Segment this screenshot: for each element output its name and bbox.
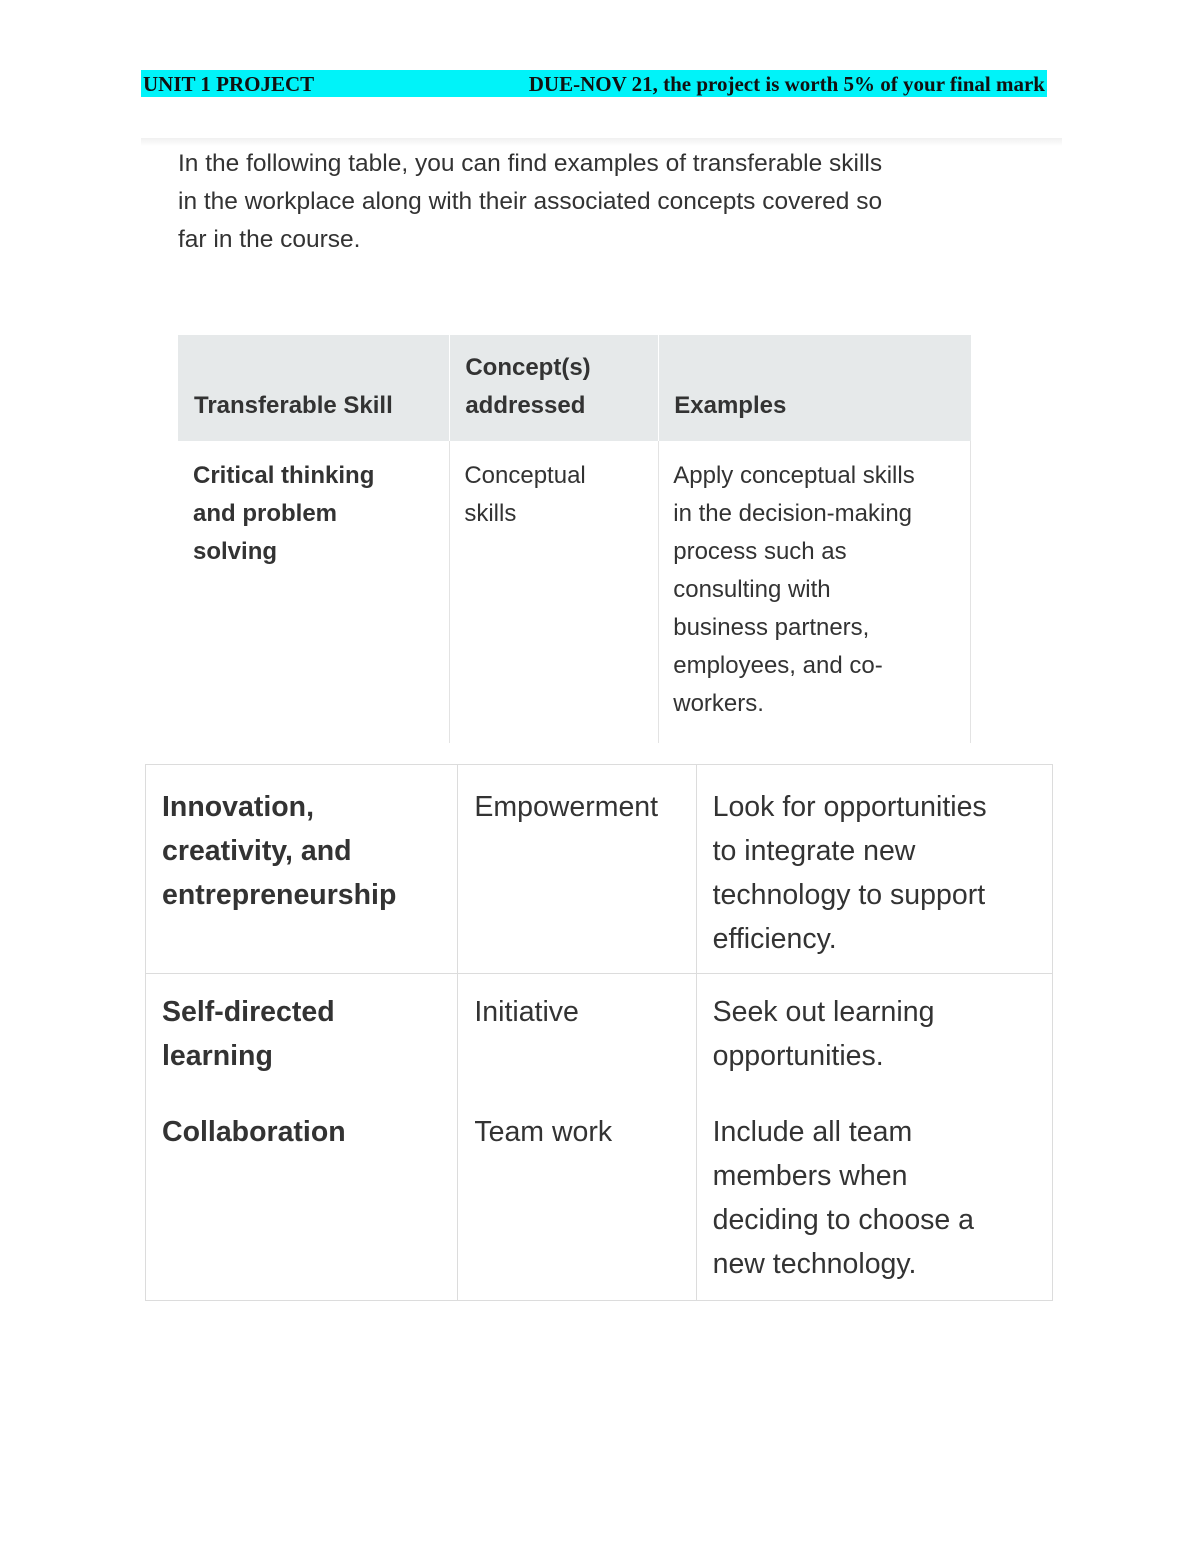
cell-line: Collaboration: [162, 1116, 346, 1148]
cell-line: opportunities.: [712, 1040, 884, 1072]
cell-line: Initiative: [474, 996, 579, 1028]
skills-table-bottom: [145, 764, 1053, 1301]
cell-line: Innovation,: [162, 791, 314, 823]
header-line: addressed: [465, 392, 586, 419]
cell-line: Conceptual: [464, 462, 586, 489]
cell-line: skills: [464, 500, 517, 527]
cell-line: solving: [193, 538, 278, 565]
cell-line: process such as: [673, 538, 847, 565]
concept-cell: [450, 441, 659, 743]
cell-line: entrepreneurship: [162, 879, 397, 911]
cell-line: Include all team: [712, 1116, 913, 1148]
column-header-skill: [178, 335, 450, 441]
cell-line: and problem: [193, 500, 338, 527]
skills-table-top: [178, 335, 971, 743]
skill-cell: [178, 441, 450, 743]
cell-line: technology to support: [712, 879, 986, 911]
cell-line: deciding to choose a: [712, 1204, 975, 1236]
cell-line: Look for opportunities: [712, 791, 987, 823]
header-bar: [141, 70, 1047, 97]
spacer: [474, 1078, 681, 1110]
spacer: [162, 1078, 443, 1110]
column-header-examples: [659, 335, 971, 441]
cell-line: new technology.: [712, 1248, 917, 1280]
concept-cell: [458, 765, 696, 974]
table-row: [146, 765, 1053, 974]
cell-line: to integrate new: [712, 835, 916, 867]
table-row: [178, 441, 971, 743]
due-date-note: DUE-NOV 21, the project is worth 5% of your final mark: [528, 72, 1045, 96]
cell-line: consulting with: [673, 576, 831, 603]
cell-line: Critical thinking: [193, 462, 375, 489]
cell-line: Apply conceptual skills: [673, 462, 915, 489]
header-line: Examples: [674, 392, 787, 419]
header-line: Concept(s): [465, 354, 591, 381]
cell-line: Empowerment: [474, 791, 659, 823]
example-cell: [659, 441, 971, 743]
example-cell: [696, 974, 1052, 1301]
cell-line: Self-directed: [162, 996, 335, 1028]
table-row: [146, 974, 1053, 1301]
cell-line: Team work: [474, 1116, 613, 1148]
spacer: [474, 1034, 681, 1078]
cell-line: members when: [712, 1160, 908, 1192]
intro-line: in the workplace along with their associated concepts covered so: [178, 188, 883, 215]
table-header-row: [178, 335, 971, 441]
cell-line: in the decision-making: [673, 500, 913, 527]
column-header-concepts: [450, 335, 659, 441]
skill-cell: [146, 974, 458, 1301]
cell-line: efficiency.: [712, 923, 837, 955]
unit-title: UNIT 1 PROJECT: [143, 72, 315, 96]
cell-line: employees, and co-: [673, 652, 883, 679]
cell-line: creativity, and: [162, 835, 352, 867]
skill-cell: [146, 765, 458, 974]
cell-line: learning: [162, 1040, 273, 1072]
header-line: Transferable Skill: [194, 392, 393, 419]
intro-line: far in the course.: [178, 226, 361, 253]
spacer: [713, 1078, 1038, 1110]
example-cell: [696, 765, 1052, 974]
cell-line: Seek out learning: [712, 996, 935, 1028]
intro-line: In the following table, you can find examples of transferable skills: [178, 150, 883, 177]
cell-line: workers.: [673, 690, 764, 717]
concept-cell: [458, 974, 696, 1301]
cell-line: business partners,: [673, 614, 870, 641]
intro-paragraph: [178, 145, 978, 259]
